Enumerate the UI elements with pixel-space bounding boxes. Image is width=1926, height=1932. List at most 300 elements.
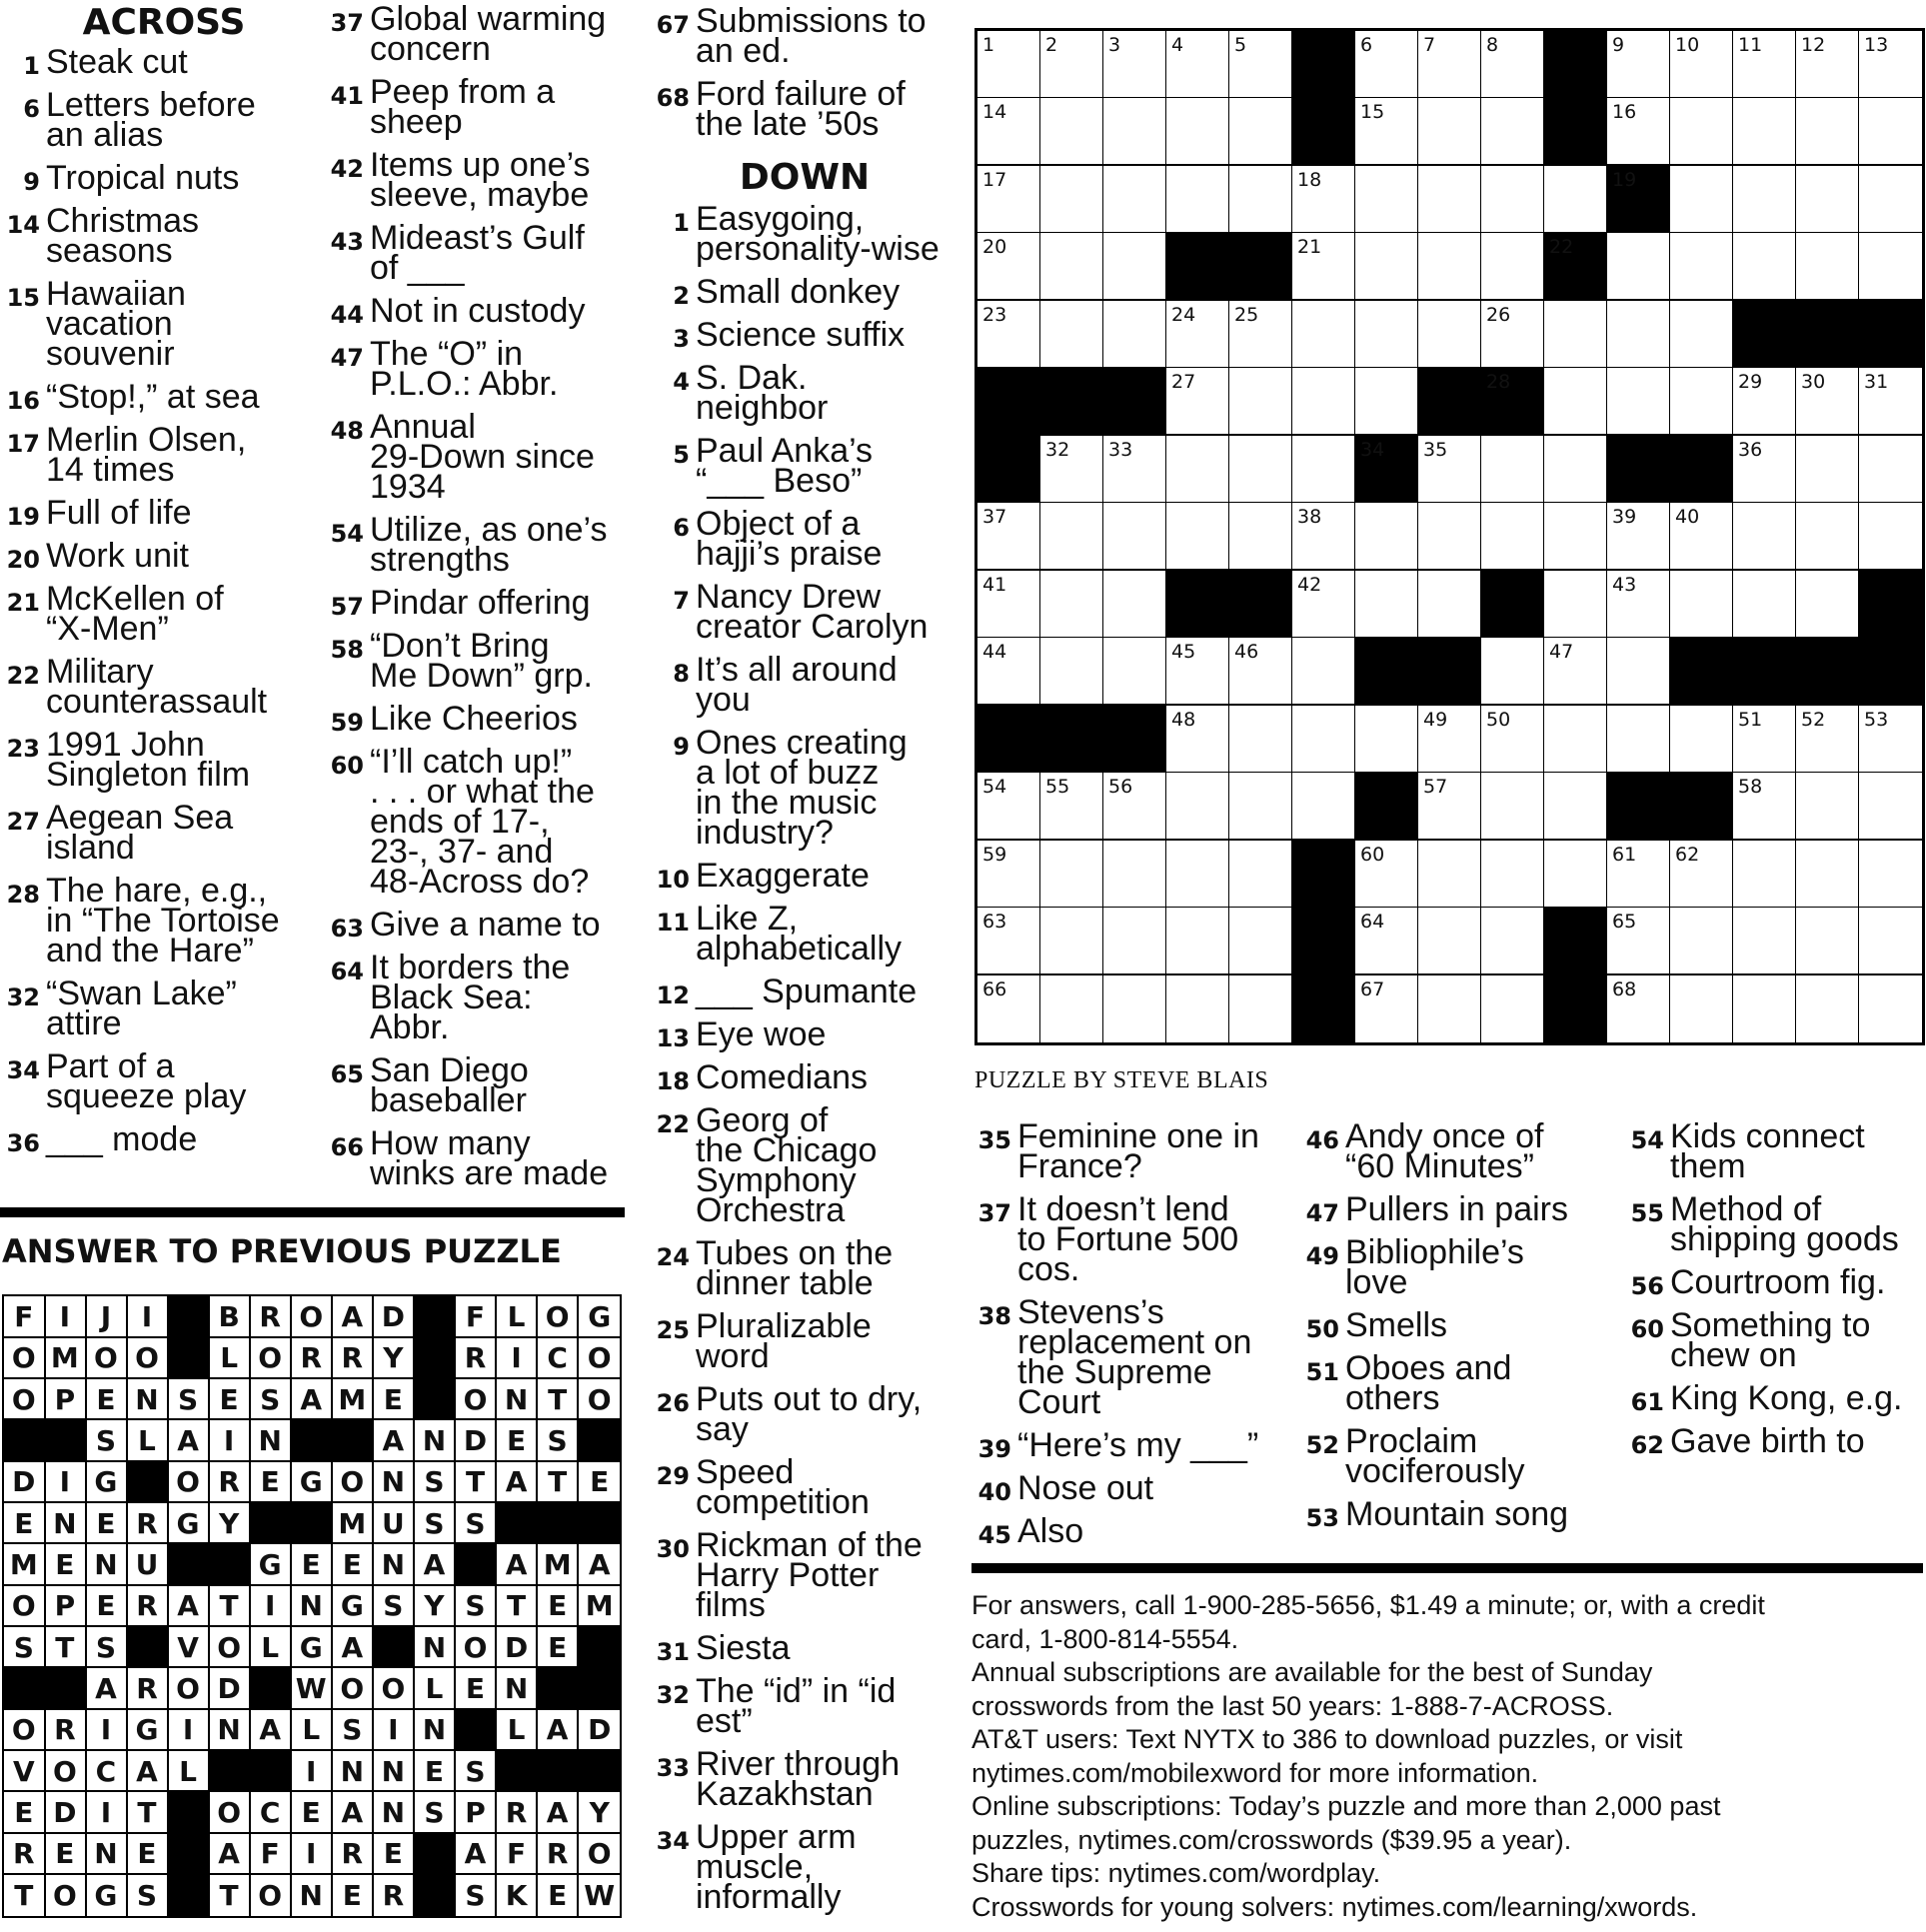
clue-text: in the music bbox=[696, 784, 878, 822]
grid-cell[interactable] bbox=[1292, 436, 1356, 504]
grid-cell[interactable] bbox=[977, 975, 1041, 1043]
answer-letter: S bbox=[456, 1585, 498, 1627]
clue-number: 18 bbox=[656, 1067, 690, 1095]
across-header: ACROSS bbox=[82, 2, 246, 43]
grid-cell[interactable] bbox=[977, 301, 1041, 369]
answer-letter: R bbox=[127, 1668, 169, 1710]
answer-grid bbox=[2, 1294, 622, 1918]
grid-cell[interactable] bbox=[977, 773, 1041, 841]
clue bbox=[0, 494, 300, 532]
answer-block bbox=[415, 1296, 457, 1338]
grid-cell[interactable] bbox=[1859, 368, 1922, 436]
answer-letter: A bbox=[333, 1792, 375, 1834]
grid-cell[interactable] bbox=[1418, 301, 1482, 369]
grid-cell[interactable] bbox=[1859, 841, 1922, 909]
answer-block bbox=[579, 1627, 621, 1669]
clue-text: Utilize, as one’s bbox=[370, 511, 608, 549]
grid-cell[interactable] bbox=[1040, 301, 1104, 369]
grid-cell[interactable] bbox=[1796, 706, 1860, 774]
grid-cell[interactable] bbox=[1040, 98, 1104, 166]
clue bbox=[650, 1672, 960, 1740]
cell-number: 17 bbox=[982, 168, 1007, 191]
grid-cell[interactable] bbox=[1544, 841, 1608, 909]
grid-cell[interactable] bbox=[1796, 436, 1860, 504]
grid-cell[interactable] bbox=[1166, 98, 1230, 166]
answer-letter: A bbox=[127, 1751, 169, 1793]
grid-cell[interactable] bbox=[1859, 975, 1922, 1043]
grid-cell[interactable] bbox=[1859, 98, 1922, 166]
grid-cell[interactable] bbox=[1229, 31, 1293, 99]
grid-cell[interactable] bbox=[1859, 706, 1922, 774]
cell-number: 8 bbox=[1486, 34, 1499, 56]
answer-letter: R bbox=[538, 1833, 580, 1875]
grid-cell[interactable] bbox=[1166, 166, 1230, 234]
clue-text: dinner table bbox=[696, 1264, 874, 1302]
clue bbox=[1624, 1379, 1924, 1417]
answer-letter: I bbox=[45, 1296, 87, 1338]
clue-text: . . . or what the bbox=[370, 773, 595, 811]
grid-cell[interactable] bbox=[1670, 166, 1734, 234]
grid-cell[interactable] bbox=[1544, 166, 1608, 234]
grid-block bbox=[1166, 233, 1230, 301]
clue-text: muscle, bbox=[696, 1848, 814, 1886]
grid-cell[interactable] bbox=[1670, 301, 1734, 369]
answer-block bbox=[333, 1420, 375, 1462]
answer-letter: O bbox=[333, 1668, 375, 1710]
grid-cell[interactable] bbox=[1166, 368, 1230, 436]
grid-cell[interactable] bbox=[1670, 908, 1734, 975]
grid-cell[interactable] bbox=[1355, 368, 1419, 436]
grid-block bbox=[1292, 31, 1356, 99]
grid-cell[interactable] bbox=[1481, 301, 1545, 369]
grid-cell[interactable] bbox=[1103, 841, 1167, 909]
cell-number: 36 bbox=[1738, 438, 1763, 461]
grid-cell[interactable] bbox=[977, 908, 1041, 975]
answer-block bbox=[538, 1668, 580, 1710]
grid-cell[interactable] bbox=[1544, 301, 1608, 369]
answer-letter: F bbox=[497, 1833, 539, 1875]
grid-cell[interactable] bbox=[1607, 368, 1671, 436]
grid-cell[interactable] bbox=[1607, 31, 1671, 99]
answer-letter: M bbox=[579, 1585, 621, 1627]
answer-letter: I bbox=[86, 1709, 128, 1751]
clue bbox=[1624, 1117, 1924, 1185]
grid-cell[interactable] bbox=[1481, 773, 1545, 841]
grid-cell[interactable] bbox=[1103, 503, 1167, 571]
grid-cell[interactable] bbox=[1040, 233, 1104, 301]
grid-cell[interactable] bbox=[1355, 571, 1419, 639]
grid-cell[interactable] bbox=[1481, 436, 1545, 504]
grid-cell[interactable] bbox=[1733, 503, 1797, 571]
grid-cell[interactable] bbox=[1607, 975, 1671, 1043]
grid-cell[interactable] bbox=[1418, 166, 1482, 234]
grid-cell[interactable] bbox=[1796, 908, 1860, 975]
clue bbox=[650, 359, 960, 427]
grid-cell[interactable] bbox=[1544, 571, 1608, 639]
grid-cell[interactable] bbox=[1103, 436, 1167, 504]
grid-cell[interactable] bbox=[1418, 908, 1482, 975]
grid-cell[interactable] bbox=[1418, 233, 1482, 301]
grid-cell[interactable] bbox=[1229, 638, 1293, 706]
grid-cell[interactable] bbox=[1481, 166, 1545, 234]
answer-letter: E bbox=[250, 1461, 292, 1503]
grid-cell[interactable] bbox=[1481, 233, 1545, 301]
grid-cell[interactable] bbox=[1418, 841, 1482, 909]
answer-letter: G bbox=[168, 1503, 210, 1545]
grid-cell[interactable] bbox=[1355, 233, 1419, 301]
grid-cell[interactable] bbox=[1292, 706, 1356, 774]
clue-text: Merlin Olsen, bbox=[46, 421, 247, 459]
grid-cell[interactable] bbox=[1103, 166, 1167, 234]
grid-cell[interactable] bbox=[1166, 301, 1230, 369]
clue-text: Annual bbox=[370, 408, 476, 446]
grid-cell[interactable] bbox=[1670, 368, 1734, 436]
grid-cell[interactable] bbox=[1166, 773, 1230, 841]
grid-cell[interactable] bbox=[1103, 773, 1167, 841]
grid-cell[interactable] bbox=[1670, 975, 1734, 1043]
grid-cell[interactable] bbox=[1670, 503, 1734, 571]
clue-text: Pluralizable bbox=[696, 1307, 872, 1345]
grid-cell[interactable] bbox=[1355, 166, 1419, 234]
info-line: puzzles, nytimes.com/crosswords ($39.95 a year). bbox=[971, 1824, 1572, 1855]
grid-cell[interactable] bbox=[1103, 98, 1167, 166]
grid-cell[interactable] bbox=[1670, 31, 1734, 99]
answer-letter: S bbox=[86, 1420, 128, 1462]
clue-number: 41 bbox=[330, 82, 364, 110]
clue-text: Pindar offering bbox=[370, 584, 591, 622]
clue-text: Gave birth to bbox=[1670, 1422, 1865, 1460]
grid-cell[interactable] bbox=[1796, 368, 1860, 436]
grid-cell[interactable] bbox=[1544, 773, 1608, 841]
grid-cell[interactable] bbox=[1733, 841, 1797, 909]
clue bbox=[1624, 1263, 1924, 1301]
grid-cell[interactable] bbox=[1292, 301, 1356, 369]
grid-cell[interactable] bbox=[1859, 503, 1922, 571]
grid-cell[interactable] bbox=[1040, 503, 1104, 571]
grid-cell[interactable] bbox=[1859, 233, 1922, 301]
grid-cell[interactable] bbox=[1292, 773, 1356, 841]
grid-cell[interactable] bbox=[1544, 436, 1608, 504]
grid-cell[interactable] bbox=[1859, 908, 1922, 975]
grid-cell[interactable] bbox=[1607, 571, 1671, 639]
answer-block bbox=[209, 1544, 251, 1586]
grid-cell[interactable] bbox=[1229, 301, 1293, 369]
grid-cell[interactable] bbox=[1859, 31, 1922, 99]
clue bbox=[0, 537, 300, 575]
answer-letter: M bbox=[538, 1544, 580, 1586]
grid-cell[interactable] bbox=[1229, 503, 1293, 571]
grid-cell[interactable] bbox=[1040, 841, 1104, 909]
grid-cell[interactable] bbox=[1796, 571, 1860, 639]
answer-letter: I bbox=[374, 1709, 416, 1751]
grid-cell[interactable] bbox=[1481, 908, 1545, 975]
answer-letter: N bbox=[415, 1627, 457, 1669]
answer-letter: E bbox=[333, 1875, 375, 1917]
grid-cell[interactable] bbox=[1040, 773, 1104, 841]
cell-number: 56 bbox=[1108, 776, 1133, 799]
grid-cell[interactable] bbox=[1103, 31, 1167, 99]
grid-cell[interactable] bbox=[1796, 31, 1860, 99]
clue-text: Singleton film bbox=[46, 756, 251, 794]
cell-number: 47 bbox=[1549, 641, 1574, 664]
answer-letter: N bbox=[209, 1709, 251, 1751]
grid-cell[interactable] bbox=[1481, 31, 1545, 99]
grid-block bbox=[1355, 773, 1419, 841]
clue-number: 31 bbox=[656, 1638, 690, 1666]
grid-cell[interactable] bbox=[1796, 841, 1860, 909]
grid-cell[interactable] bbox=[1418, 31, 1482, 99]
clue-text: ___ Spumante bbox=[696, 972, 918, 1010]
grid-cell[interactable] bbox=[1229, 841, 1293, 909]
clue-number: 13 bbox=[656, 1024, 690, 1052]
grid-cell[interactable] bbox=[1103, 638, 1167, 706]
clue-text: Also bbox=[1017, 1512, 1084, 1550]
grid-cell[interactable] bbox=[1292, 503, 1356, 571]
grid-cell[interactable] bbox=[1733, 31, 1797, 99]
clue-text: an alias bbox=[46, 116, 164, 154]
cell-number: 58 bbox=[1738, 776, 1763, 799]
grid-cell[interactable] bbox=[1229, 98, 1293, 166]
grid-cell[interactable] bbox=[1229, 773, 1293, 841]
grid-cell[interactable] bbox=[1733, 368, 1797, 436]
clue-number: 22 bbox=[6, 662, 40, 690]
grid-cell[interactable] bbox=[1481, 841, 1545, 909]
grid-cell[interactable] bbox=[1670, 571, 1734, 639]
grid-cell[interactable] bbox=[977, 503, 1041, 571]
answer-letter: L bbox=[497, 1709, 539, 1751]
clue-text: and the Hare” bbox=[46, 932, 254, 969]
grid-cell[interactable] bbox=[1670, 233, 1734, 301]
grid-cell[interactable] bbox=[1733, 98, 1797, 166]
grid-cell[interactable] bbox=[1040, 638, 1104, 706]
grid-cell[interactable] bbox=[1355, 706, 1419, 774]
clue-text: Part of a bbox=[46, 1047, 175, 1085]
grid-cell[interactable] bbox=[1418, 503, 1482, 571]
grid-cell[interactable] bbox=[977, 638, 1041, 706]
cell-number: 5 bbox=[1234, 34, 1247, 56]
grid-cell[interactable] bbox=[1796, 975, 1860, 1043]
grid-cell[interactable] bbox=[1355, 301, 1419, 369]
grid-cell[interactable] bbox=[1607, 301, 1671, 369]
clue-text: Exaggerate bbox=[696, 857, 870, 895]
grid-cell[interactable] bbox=[1292, 233, 1356, 301]
answer-block bbox=[250, 1668, 292, 1710]
grid-cell[interactable] bbox=[1733, 908, 1797, 975]
grid-cell[interactable] bbox=[1733, 975, 1797, 1043]
grid-cell[interactable] bbox=[1040, 31, 1104, 99]
grid-cell[interactable] bbox=[1166, 841, 1230, 909]
grid-cell[interactable] bbox=[1229, 436, 1293, 504]
grid-block bbox=[1607, 166, 1671, 234]
grid-cell[interactable] bbox=[1040, 571, 1104, 639]
answer-letter: S bbox=[168, 1379, 210, 1421]
grid-cell[interactable] bbox=[1481, 98, 1545, 166]
clue-number: 43 bbox=[330, 228, 364, 256]
grid-cell[interactable] bbox=[1166, 503, 1230, 571]
cell-number: 41 bbox=[982, 573, 1007, 596]
answer-block bbox=[497, 1751, 539, 1793]
grid-cell[interactable] bbox=[1670, 98, 1734, 166]
clue-text: competition bbox=[696, 1483, 870, 1521]
grid-cell[interactable] bbox=[1733, 166, 1797, 234]
grid-cell[interactable] bbox=[1607, 841, 1671, 909]
grid-cell[interactable] bbox=[1607, 503, 1671, 571]
grid-cell[interactable] bbox=[1166, 31, 1230, 99]
answer-letter: S bbox=[456, 1751, 498, 1793]
cell-number: 50 bbox=[1486, 708, 1511, 731]
crossword-grid[interactable] bbox=[974, 28, 1925, 1045]
grid-cell[interactable] bbox=[1040, 436, 1104, 504]
answer-block bbox=[291, 1503, 333, 1545]
grid-cell[interactable] bbox=[1607, 706, 1671, 774]
grid-cell[interactable] bbox=[1166, 975, 1230, 1043]
cell-number: 35 bbox=[1423, 438, 1448, 461]
answer-letter: A bbox=[497, 1461, 539, 1503]
grid-cell[interactable] bbox=[977, 233, 1041, 301]
grid-cell[interactable] bbox=[1859, 166, 1922, 234]
grid-block bbox=[1670, 436, 1734, 504]
grid-cell[interactable] bbox=[1733, 436, 1797, 504]
grid-cell[interactable] bbox=[1355, 841, 1419, 909]
clue-number: 53 bbox=[1305, 1504, 1339, 1532]
answer-letter: C bbox=[250, 1792, 292, 1834]
grid-cell[interactable] bbox=[1292, 571, 1356, 639]
clue-text: others bbox=[1345, 1379, 1440, 1417]
clue-text: films bbox=[696, 1586, 766, 1624]
cell-number: 52 bbox=[1801, 708, 1826, 731]
answer-letter: O bbox=[333, 1461, 375, 1503]
grid-cell[interactable] bbox=[1418, 571, 1482, 639]
answer-letter: T bbox=[45, 1627, 87, 1669]
grid-cell[interactable] bbox=[1796, 98, 1860, 166]
grid-cell[interactable] bbox=[977, 31, 1041, 99]
grid-cell[interactable] bbox=[1796, 166, 1860, 234]
clue-text: hajji’s praise bbox=[696, 535, 883, 573]
cell-number: 6 bbox=[1360, 34, 1373, 56]
clue-text: Not in custody bbox=[370, 292, 586, 330]
grid-cell[interactable] bbox=[1859, 773, 1922, 841]
grid-cell[interactable] bbox=[1355, 31, 1419, 99]
grid-cell[interactable] bbox=[1859, 436, 1922, 504]
grid-cell[interactable] bbox=[1292, 368, 1356, 436]
grid-cell[interactable] bbox=[1355, 503, 1419, 571]
grid-cell[interactable] bbox=[1229, 368, 1293, 436]
grid-cell[interactable] bbox=[1166, 436, 1230, 504]
grid-cell[interactable] bbox=[1796, 233, 1860, 301]
grid-cell[interactable] bbox=[1481, 503, 1545, 571]
grid-cell[interactable] bbox=[1166, 908, 1230, 975]
grid-cell[interactable] bbox=[1607, 908, 1671, 975]
grid-cell[interactable] bbox=[1418, 98, 1482, 166]
down-column-1 bbox=[650, 2, 960, 1925]
clue-number: 11 bbox=[656, 909, 690, 937]
answer-letter: G bbox=[86, 1461, 128, 1503]
grid-cell[interactable] bbox=[1355, 975, 1419, 1043]
grid-cell[interactable] bbox=[1418, 975, 1482, 1043]
grid-cell[interactable] bbox=[1670, 841, 1734, 909]
grid-cell[interactable] bbox=[1166, 706, 1230, 774]
grid-cell[interactable] bbox=[1418, 706, 1482, 774]
clue-text: 1934 bbox=[370, 468, 446, 506]
grid-cell[interactable] bbox=[1292, 638, 1356, 706]
grid-cell[interactable] bbox=[1733, 773, 1797, 841]
grid-cell[interactable] bbox=[1229, 908, 1293, 975]
grid-cell[interactable] bbox=[1166, 638, 1230, 706]
clue-list bbox=[1299, 1117, 1609, 1533]
grid-cell[interactable] bbox=[1040, 975, 1104, 1043]
clue-text: souvenir bbox=[46, 335, 175, 373]
grid-cell[interactable] bbox=[1733, 706, 1797, 774]
grid-cell[interactable] bbox=[1607, 98, 1671, 166]
grid-cell[interactable] bbox=[977, 841, 1041, 909]
grid-cell[interactable] bbox=[1544, 706, 1608, 774]
clue-text: winks are made bbox=[370, 1154, 609, 1192]
clue-text: Bibliophile’s bbox=[1345, 1233, 1524, 1271]
grid-cell[interactable] bbox=[1607, 638, 1671, 706]
clue-text: Siesta bbox=[696, 1629, 791, 1667]
answer-letter: D bbox=[45, 1792, 87, 1834]
grid-cell[interactable] bbox=[1481, 975, 1545, 1043]
grid-cell[interactable] bbox=[977, 166, 1041, 234]
clue-text: San Diego bbox=[370, 1051, 529, 1089]
grid-cell[interactable] bbox=[1544, 638, 1608, 706]
grid-cell[interactable] bbox=[1229, 166, 1293, 234]
answer-letter: A bbox=[291, 1379, 333, 1421]
grid-block bbox=[1544, 31, 1608, 99]
grid-cell[interactable] bbox=[1040, 908, 1104, 975]
grid-cell[interactable] bbox=[1733, 571, 1797, 639]
clue bbox=[0, 653, 300, 721]
grid-cell[interactable] bbox=[1103, 233, 1167, 301]
clue-text: counterassault bbox=[46, 683, 268, 721]
grid-cell[interactable] bbox=[1355, 98, 1419, 166]
grid-cell[interactable] bbox=[1103, 571, 1167, 639]
grid-cell[interactable] bbox=[1418, 436, 1482, 504]
clue-list bbox=[1624, 1117, 1924, 1460]
grid-block bbox=[1796, 638, 1860, 706]
clue bbox=[324, 73, 624, 141]
grid-cell[interactable] bbox=[1544, 368, 1608, 436]
grid-cell[interactable] bbox=[977, 571, 1041, 639]
cell-number: 37 bbox=[982, 506, 1007, 529]
grid-cell[interactable] bbox=[1103, 908, 1167, 975]
answer-letter: M bbox=[333, 1503, 375, 1545]
grid-cell[interactable] bbox=[1040, 166, 1104, 234]
grid-cell[interactable] bbox=[1670, 706, 1734, 774]
grid-cell[interactable] bbox=[1733, 233, 1797, 301]
grid-cell[interactable] bbox=[1229, 706, 1293, 774]
grid-cell[interactable] bbox=[1229, 975, 1293, 1043]
grid-cell[interactable] bbox=[1796, 773, 1860, 841]
answer-letter: R bbox=[127, 1585, 169, 1627]
grid-cell[interactable] bbox=[1103, 301, 1167, 369]
clue-number: 56 bbox=[1630, 1272, 1664, 1300]
grid-cell[interactable] bbox=[977, 98, 1041, 166]
grid-cell[interactable] bbox=[1292, 166, 1356, 234]
grid-cell[interactable] bbox=[1607, 233, 1671, 301]
grid-cell[interactable] bbox=[1796, 503, 1860, 571]
grid-cell[interactable] bbox=[1544, 503, 1608, 571]
clue-text: squeeze play bbox=[46, 1077, 247, 1115]
answer-block bbox=[250, 1751, 292, 1793]
grid-cell[interactable] bbox=[1418, 773, 1482, 841]
grid-cell[interactable] bbox=[1481, 706, 1545, 774]
clue-number: 59 bbox=[330, 709, 364, 737]
answer-letter: R bbox=[291, 1337, 333, 1379]
grid-cell[interactable] bbox=[1481, 638, 1545, 706]
grid-cell[interactable] bbox=[1103, 975, 1167, 1043]
grid-cell[interactable] bbox=[1355, 908, 1419, 975]
